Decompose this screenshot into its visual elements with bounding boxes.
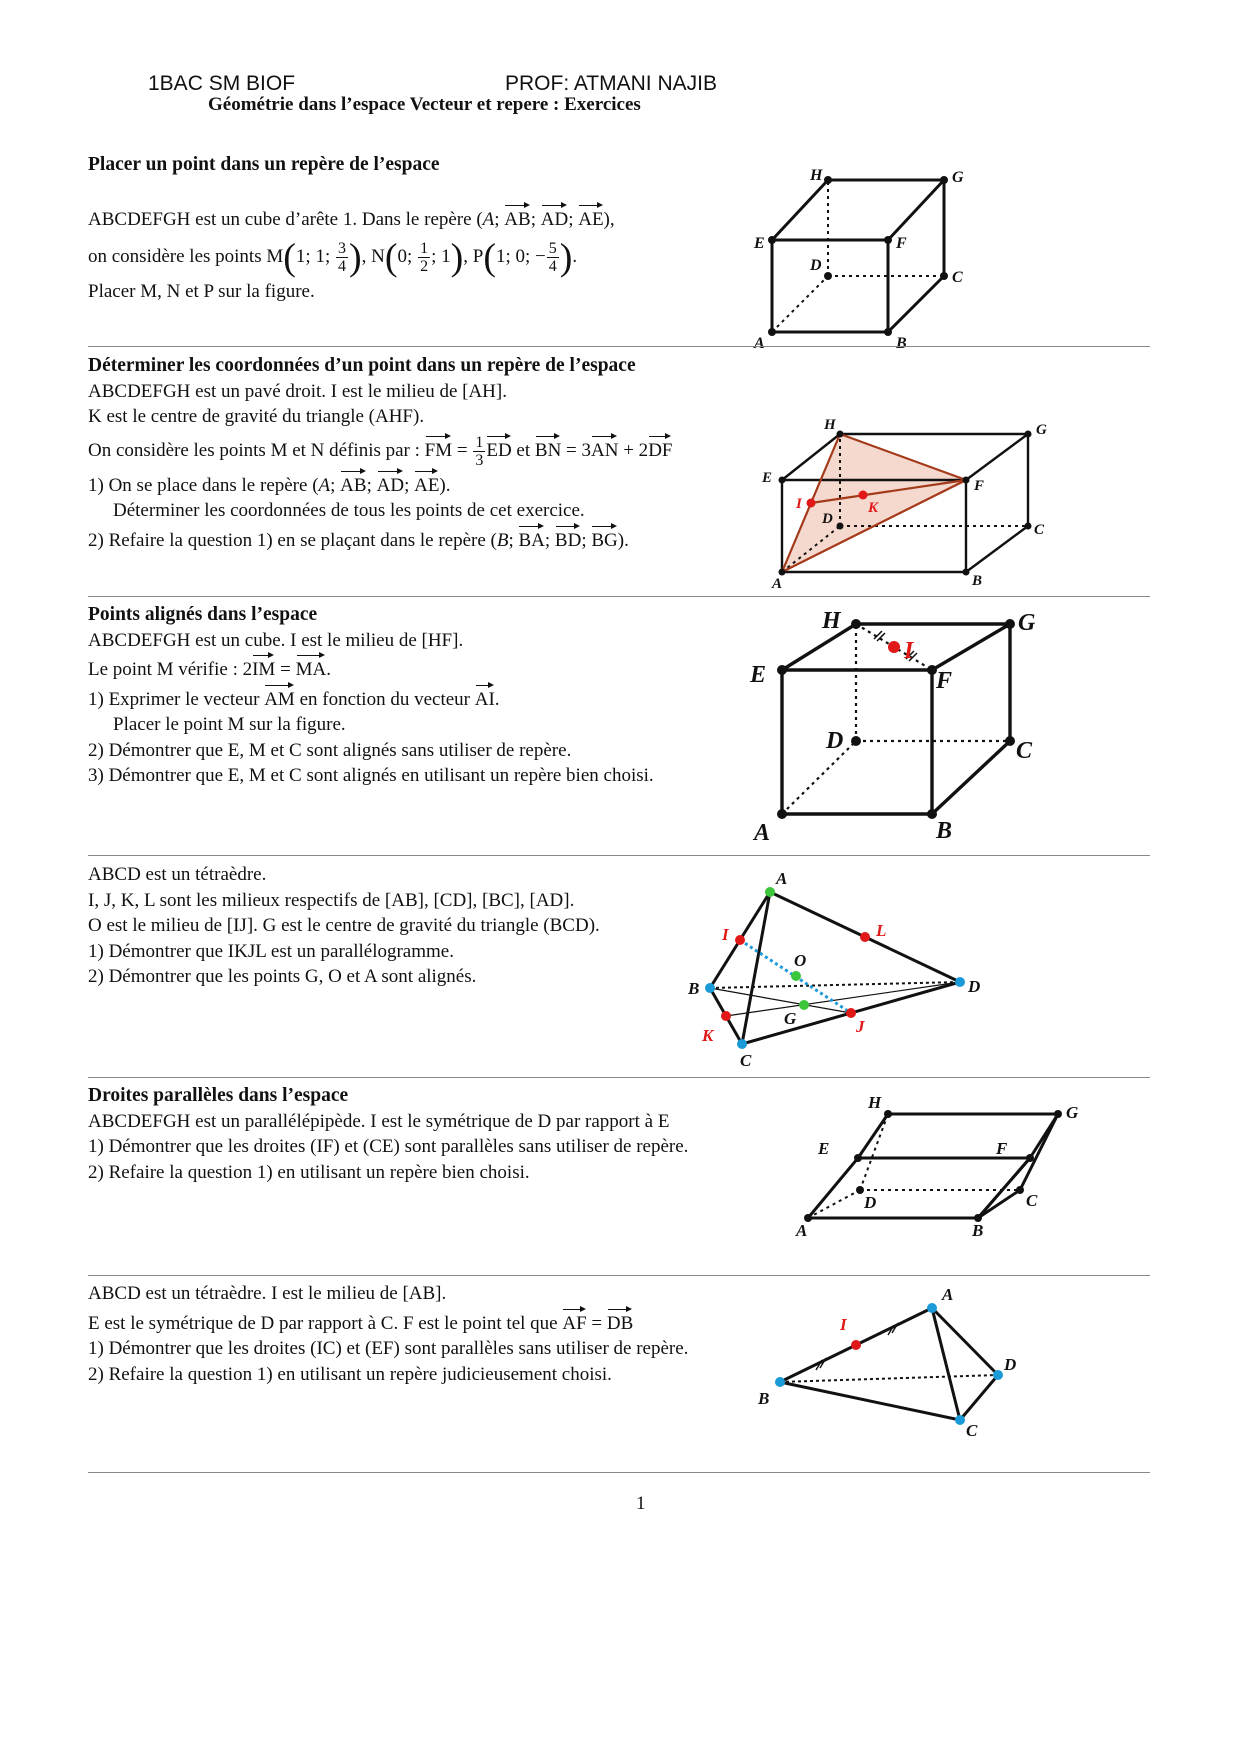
frac-num: 1 [420,240,429,257]
ex1-m-frac [336,240,348,275]
ex2-frac [473,434,485,469]
eq: = [456,439,468,461]
label-i: I [796,496,802,512]
label-i: I [840,1315,847,1334]
ex2-def-text: On considère les points M et N définis par : [88,439,420,461]
ex1-cube-figure [754,167,980,352]
separator [88,1472,1150,1473]
ex1-text: ABCDEFGH est un cube d’arête 1. Dans le repère ( [88,208,483,230]
label-e: E [762,470,773,486]
et: et [516,439,531,461]
header-author: PROF: ATMANI NAJIB [505,72,717,95]
frac-den: 4 [548,258,557,275]
label-d: D [826,728,844,754]
vec-ab: AB [504,203,530,233]
label-g: G [1066,1103,1079,1122]
label-d: D [864,1193,877,1212]
ex3-line1: ABCDEFGH est un cube. I est le milieu de [HF]. [88,629,464,651]
vec-bd: BD [555,524,581,554]
ex2-q1-end: ). [439,474,451,496]
ex5-q1: 1) Démontrer que les droites (IF) et (CE) sont parallèles sans utiliser de repère. [88,1136,689,1157]
label-f: F [936,668,953,694]
vec-ba: BA [518,524,544,554]
label-d: D [968,977,981,996]
ex3-end: . [326,659,331,680]
ex4-line3: O est le milieu de [IJ]. G est le centre de gravité du triangle (BCD). [88,915,600,936]
ex1-title: Placer un point dans un repère de l’espace [88,154,440,175]
ex1-points-text: on considère les points M [88,245,284,267]
label-f: F [996,1139,1008,1158]
ex2-box-figure [762,417,1050,592]
vec-im: IM [252,653,275,683]
label-h: H [822,608,841,634]
ex3-line2 [88,653,788,683]
ex1-line3: Placer M, N et P sur la figure. [88,281,315,302]
vec-am: AM [264,683,295,713]
label-f: F [896,235,907,252]
vec-ab: AB [340,469,366,499]
label-a: A [754,335,765,352]
exercise-2 [88,353,788,553]
label-b: B [896,335,907,352]
label-i: I [904,638,914,664]
separator [88,1275,1150,1276]
label-b: B [972,1221,984,1240]
vec-df: DF [648,434,672,464]
label-c: C [740,1051,752,1070]
ex4-q1: 1) Démontrer que IKJL est un parallélogramme. [88,940,454,962]
ex4-line1: ABCD est un tétraèdre. [88,864,267,885]
label-g: G [1018,610,1036,636]
ex4-tetrahedron-figure [680,866,1000,1076]
ex2-q2-end: ). [617,529,629,551]
ex2-q1-b: Déterminer les coordonnées de tous les points de cet exercice. [113,500,585,522]
label-j: J [856,1017,865,1036]
ex3-text: Le point M vérifie : 2 [88,659,253,680]
frac-num: 3 [337,240,346,257]
label-b: B [758,1389,770,1408]
frac-den: 4 [337,258,346,275]
eq: = [280,659,291,680]
vec-fm: FM [425,434,452,464]
label-a: A [776,869,788,888]
label-d: D [822,511,833,527]
ex1-m-coords: 1; 1; [295,245,331,267]
ex1-p-coords: 1; 0; − [495,245,546,267]
ex6-line2 [88,1307,788,1337]
vec-ad: AD [541,203,568,233]
vec-af: AF [562,1307,586,1337]
vec-ae: AE [578,203,603,233]
ex2-q2-text: 2) Refaire la question 1) en se plaçant dans le repère ( [88,529,497,551]
ex5-parallelepiped-figure [796,1093,1100,1240]
exercise-1 [88,152,788,305]
exercise-5 [88,1083,788,1185]
label-c: C [1034,522,1045,538]
page-number: 1 [636,1493,646,1514]
vec-ai: AI [475,683,495,713]
ex2-origin-b: B [496,529,509,551]
ex6-text: E est le symétrique de D par rapport à C. F est le point tel que [88,1312,558,1334]
vec-db: DB [607,1307,633,1337]
frac-den: 3 [475,451,484,469]
label-k: K [868,500,879,516]
separator [88,596,1150,597]
label-a: A [772,576,783,592]
label-c: C [952,269,963,286]
ex2-origin-a: A [318,474,331,496]
label-d: D [810,257,822,274]
label-o: O [794,951,807,970]
label-i: I [722,925,729,944]
ex2-line2: K est le centre de gravité du triangle (AHF). [88,406,425,427]
label-b: B [972,573,983,589]
label-a: A [796,1221,808,1240]
label-l: L [876,921,887,940]
label-d: D [1004,1355,1017,1374]
vec-an: AN [591,434,618,464]
frac-num: 5 [548,240,557,257]
label-c: C [1026,1191,1038,1210]
ex1-text-end: ), [603,208,615,230]
frac-num: 1 [475,433,484,451]
ex6-line1: ABCD est un tétraèdre. I est le milieu de [AB]. [88,1283,447,1304]
label-g: G [1036,422,1047,438]
ex1-origin: A [482,208,495,230]
ex2-line1: ABCDEFGH est un pavé droit. I est le milieu de [AH]. [88,380,507,402]
label-a: A [942,1285,954,1304]
ex5-line1: ABCDEFGH est un parallélépipède. I est le symétrique de D par rapport à E [88,1110,670,1132]
ex3-q1-text: 1) Exprimer le vecteur [88,688,260,710]
ex3-q1-end: . [494,688,500,710]
label-b: B [936,818,953,844]
vec-ed: ED [486,434,511,464]
label-h: H [810,167,823,184]
ex1-n-label: , N [361,245,385,267]
plus2: + 2 [623,439,649,461]
ex2-q1-text: 1) On se place dans le repère ( [88,474,319,496]
header-class: 1BAC SM BIOF [148,72,296,95]
vec-ma: MA [296,653,327,683]
frac-den: 2 [420,258,429,275]
label-a: A [754,820,771,846]
label-c: C [1016,738,1033,764]
label-c: C [966,1421,978,1440]
ex5-title: Droites parallèles dans l’espace [88,1085,349,1106]
ex4-q2: 2) Démontrer que les points G, O et A sont alignés. [88,966,477,987]
ex3-q3: 3) Démontrer que E, M et C sont alignés en utilisant un repère bien choisi. [88,765,654,786]
label-e: E [750,662,767,688]
ex2-title: Déterminer les coordonnées d’un point dans un repère de l’espace [88,355,636,376]
ex2-line3 [88,434,788,469]
label-h: H [868,1093,882,1112]
ex3-q1-c: Placer le point M sur la figure. [113,714,346,735]
ex3-q1 [88,683,788,713]
ex6-q2: 2) Refaire la question 1) en utilisant un repère judicieusement choisi. [88,1363,612,1385]
ex1-line2: on considère les points M(1; 1; $\frac{3}{4}$ ), N(0; $\frac{1}{2}$ ; 1), P(1; 0; − $\frac{5}{4}$ ). [88,236,578,279]
label-k: K [702,1026,714,1045]
label-h: H [824,417,836,433]
label-g: G [784,1009,797,1028]
ex3-cube-figure [750,606,1056,846]
ex2-q2: 2) Refaire la question 1) en se plaçant dans le repère (B; BA; BD; BG). [88,524,788,554]
ex3-title: Points alignés dans l’espace [88,604,318,625]
ex1-p-frac [547,240,559,275]
header-subtitle: Géométrie dans l’espace Vecteur et repere : Exercices [208,94,641,115]
vec-ad: AD [377,469,404,499]
ex1-n-frac [418,240,430,275]
separator [88,1077,1150,1078]
label-g: G [952,169,964,186]
ex3-q2: 2) Démontrer que E, M et C sont alignés sans utiliser de repère. [88,739,572,761]
ex6-q1: 1) Démontrer que les droites (IC) et (EF) sont parallèles sans utiliser de repère. [88,1338,689,1359]
ex1-n-end: ; 1 [431,245,451,267]
label-f: F [974,478,985,494]
label-e: E [754,235,765,252]
ex5-q2: 2) Refaire la question 1) en utilisant un repère bien choisi. [88,1161,530,1183]
ex2-q1: 1) On se place dans le repère (A; AB; AD; AE). [88,469,788,499]
vec-bn: BN [535,434,561,464]
eq2: = 3 [566,439,592,461]
ex1-p-label: , P [463,245,484,267]
ex6-tetrahedron-figure [750,1280,1040,1440]
exercise-3 [88,602,788,789]
ex3-q1-text2: en fonction du vecteur [299,688,470,710]
ex1-n-coords: 0; [397,245,413,267]
label-e: E [818,1139,830,1158]
label-b: B [688,979,700,998]
vec-bg: BG [591,524,617,554]
vec-ae: AE [414,469,439,499]
separator [88,855,1150,856]
separator [88,346,1150,347]
ex1-line1: ABCDEFGH est un cube d’arête 1. Dans le repère (A; AB; AD; AE), [88,203,788,233]
exercise-6 [88,1281,788,1387]
ex4-line2: I, J, K, L sont les milieux respectifs de [AB], [CD], [BC], [AD]. [88,889,575,911]
eq: = [591,1312,603,1334]
